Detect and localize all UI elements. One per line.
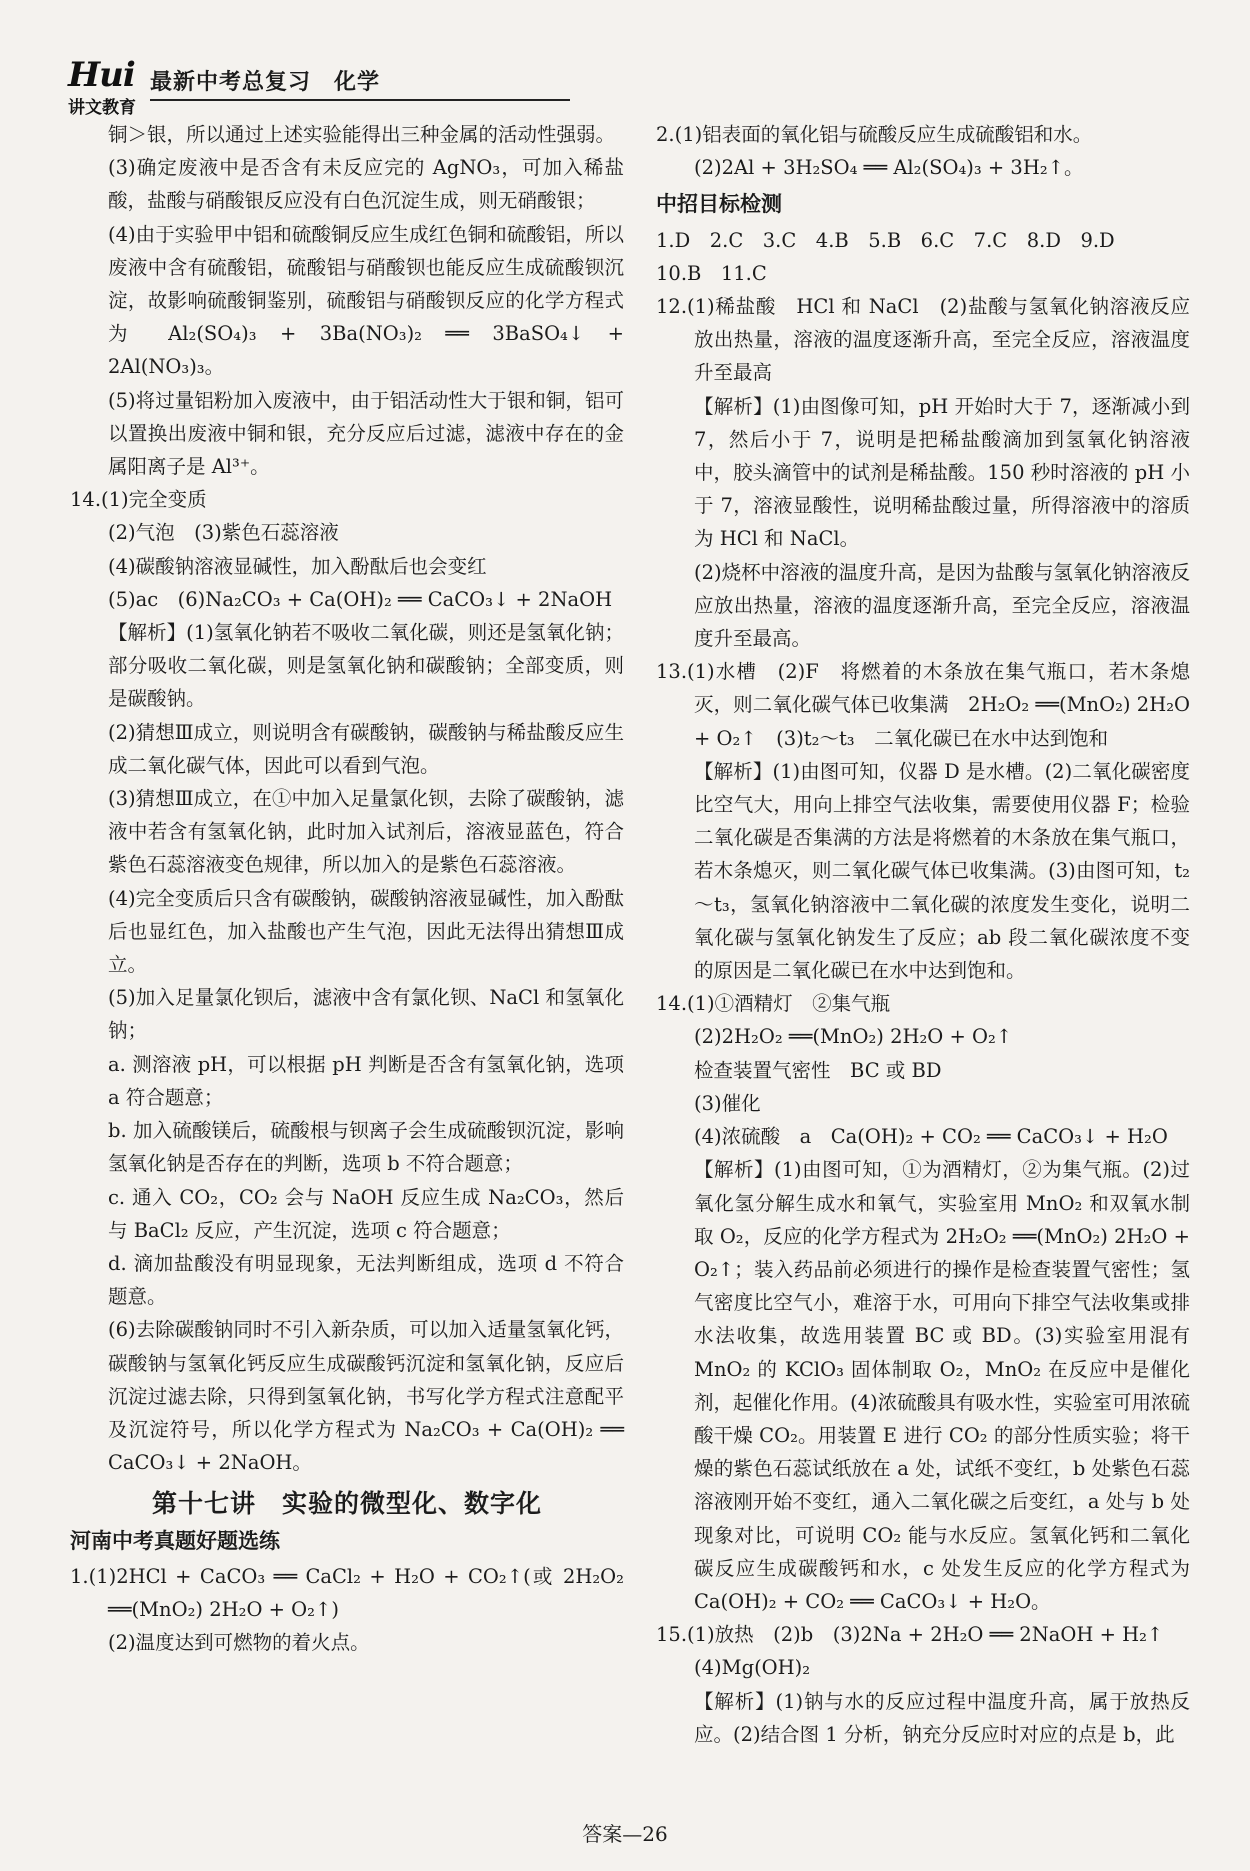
answer-paragraph: (6)去除碳酸钠同时不引入新杂质，可以加入适量氢氧化钙，碳酸钠与氢氧化钙反应生成碳酸钙沉淀和氢氧化钠，反应后沉淀过滤去除，只得到氢氧化钠，书写化学方程式注意配平及沉淀符号，所以化学方程式为 Na₂CO₃ + Ca(OH)₂ ══ CaCO₃↓ + 2NaOH。	[108, 1318, 624, 1475]
answer-paragraph: (3)确定废液中是否含有未反应完的 AgNO₃，可加入稀盐酸，盐酸与硝酸银反应没有白色沉淀生成，则无硝酸银；	[108, 156, 624, 213]
publisher-logo: Hui	[68, 55, 135, 95]
answer-paragraph: (3)猜想Ⅲ成立，在①中加入足量氯化钡，去除了碳酸钠，滤液中若含有氢氧化钠，此时加入试剂后，溶液显蓝色，符合紫色石蕊溶液变色规律，所以加入的是紫色石蕊溶液。	[108, 787, 624, 877]
answer-paragraph: (2)2Al + 3H₂SO₄ ══ Al₂(SO₄)₃ + 3H₂↑。	[694, 156, 1084, 180]
answer-paragraph: 12.(1)稀盐酸 HCl 和 NaCl (2)盐酸与氢氧化钠溶液反应放出热量，溶液的温度逐渐升高，至完全反应，溶液温度升至最高	[656, 295, 1190, 385]
page-header	[68, 55, 588, 118]
answer-paragraph: 【解析】(1)氢氧化钠若不吸收二氧化碳，则还是氢氧化钠；部分吸收二氧化碳，则是氢氧化钠和碳酸钠；全部变质，则是碳酸钠。	[108, 621, 624, 711]
answer-paragraph: 【解析】(1)钠与水的反应过程中温度升高，属于放热反应。(2)结合图 1 分析，钠充分反应时对应的点是 b，此	[694, 1689, 1190, 1746]
answer-paragraph: 【解析】(1)由图像可知，pH 开始时大于 7，逐渐减小到 7，然后小于 7，说明是把稀盐酸滴加到氢氧化钠溶液中，胶头滴管中的试剂是稀盐酸。150 秒时溶液的 pH 小于 7，溶液显酸性，说明稀盐酸过量，所得溶液中的溶质为 HCl 和 NaCl。	[694, 394, 1190, 551]
answer-paragraph: 10.B 11.C	[656, 261, 767, 285]
answer-paragraph: (5)ac (6)Na₂CO₃ + Ca(OH)₂ ══ CaCO₃↓ + 2NaOH	[108, 587, 613, 611]
answer-paragraph: 13.(1)水槽 (2)F 将燃着的木条放在集气瓶口，若木条熄灭，则二氧化碳气体已收集满 2H₂O₂ ══(MnO₂) 2H₂O + O₂↑ (3)t₂～t₃ 二氧化碳已在水中达到饱和	[656, 660, 1190, 750]
answer-paragraph: (3)催化	[694, 1091, 761, 1115]
answer-paragraph: b. 加入硫酸镁后，硫酸根与钡离子会生成硫酸钡沉淀，影响氢氧化钠是否存在的判断，选项 b 不符合题意；	[108, 1119, 624, 1176]
answer-paragraph: (4)完全变质后只含有碳酸钠，碳酸钠溶液显碱性，加入酚酞后也显红色，加入盐酸也产生气泡，因此无法得出猜想Ⅲ成立。	[108, 886, 624, 977]
answer-paragraph: (2)猜想Ⅲ成立，则说明含有碳酸钠，碳酸钠与稀盐酸反应生成二氧化碳气体，因此可以看到气泡。	[108, 720, 624, 777]
answer-paragraph: (4)碳酸钠溶液显碱性，加入酚酞后也会变红	[108, 554, 487, 578]
answer-paragraph: (2)2H₂O₂ ══(MnO₂) 2H₂O + O₂↑	[694, 1025, 1013, 1049]
publisher-name: 讲文教育	[68, 98, 136, 118]
right-column	[656, 118, 1190, 1751]
answer-paragraph: 14.(1)①酒精灯 ②集气瓶	[656, 992, 891, 1016]
section-heading: 河南中考真题好题选练	[70, 1528, 280, 1553]
section-heading: 中招目标检测	[656, 192, 782, 217]
answer-paragraph: c. 通入 CO₂，CO₂ 会与 NaOH 反应生成 Na₂CO₃，然后与 BaCl₂ 反应，产生沉淀，选项 c 符合题意；	[108, 1185, 624, 1242]
answer-paragraph: a. 测溶液 pH，可以根据 pH 判断是否含有氢氧化钠，选项 a 符合题意；	[108, 1052, 624, 1109]
answer-paragraph: 检查装置气密性 BC 或 BD	[694, 1058, 942, 1082]
answer-paragraph: (4)由于实验甲中铝和硫酸铜反应生成红色铜和硫酸铝，所以废液中含有硫酸铝，硫酸铝与硝酸钡也能反应生成硫酸钡沉淀，故影响硫酸铜鉴别，硫酸铝与硝酸钡反应的化学方程式为 Al₂(SO₄)₃ + 3Ba(NO₃)₂ ══ 3BaSO₄↓ + 2Al(NO₃)₃。	[108, 222, 624, 379]
page-number: 答案—26	[582, 1822, 668, 1846]
header-divider	[150, 99, 570, 101]
answer-paragraph: 2.(1)铝表面的氧化铝与硫酸反应生成硫酸铝和水。	[656, 123, 1093, 146]
answer-paragraph: (5)加入足量氯化钡后，滤液中含有氯化钡、NaCl 和氢氧化钠；	[108, 986, 624, 1043]
answer-paragraph: 铜＞银，所以通过上述实验能得出三种金属的活动性强弱。	[108, 123, 616, 146]
answer-paragraph: (4)Mg(OH)₂	[694, 1656, 811, 1680]
answer-paragraph: (4)浓硫酸 a Ca(OH)₂ + CO₂ ══ CaCO₃↓ + H₂O	[694, 1125, 1168, 1149]
lecture-title: 第十七讲 实验的微型化、数字化	[151, 1489, 542, 1519]
answer-paragraph: 【解析】(1)由图可知，①为酒精灯，②为集气瓶。(2)过氧化氢分解生成水和氧气，实验室用 MnO₂ 和双氧水制取 O₂，反应的化学方程式为 2H₂O₂ ══(MnO₂) 2H₂O + O₂↑；装入药品前必须进行的操作是检查装置气密性；氢气密度比空气小，难溶于水，可用向下排空气法收集或排水法收集，故选用装置 BC 或 BD。(3)实验室用混有 MnO₂ 的 KClO₃ 固体制取 O₂，MnO₂ 在反应中是催化剂，起催化作用。(4)浓硫酸具有吸水性，实验室可用浓硫酸干燥 CO₂。用装置 E 进行 CO₂ 的部分性质实验；将干燥的紫色石蕊试纸放在 a 处，试纸不变红，b 处紫色石蕊溶液刚开始不变红，通入二氧化碳之后变红，a 处与 b 处现象对比，可说明 CO₂ 能与水反应。氢氧化钙和二氧化碳反应生成碳酸钙和水，c 处发生反应的化学方程式为 Ca(OH)₂ + CO₂ ══ CaCO₃↓ + H₂O。	[694, 1158, 1190, 1613]
answer-paragraph: 15.(1)放热 (2)b (3)2Na + 2H₂O ══ 2NaOH + H₂↑	[656, 1623, 1164, 1647]
answer-paragraph: d. 滴加盐酸没有明显现象，无法判断组成，选项 d 不符合题意。	[108, 1251, 624, 1309]
answer-paragraph: (2)温度达到可燃物的着火点。	[108, 1631, 370, 1655]
answer-paragraph: (2)气泡 (3)紫色石蕊溶液	[108, 521, 339, 545]
answer-paragraph: 14.(1)完全变质	[70, 488, 207, 512]
answer-paragraph: 1.D 2.C 3.C 4.B 5.B 6.C 7.C 8.D 9.D	[656, 228, 1115, 252]
answer-paragraph: (5)将过量铝粉加入废液中，由于铝活动性大于银和铜，铝可以置换出废液中铜和银，充分反应后过滤，滤液中存在的金属阳离子是 Al³⁺。	[108, 388, 624, 479]
left-column	[70, 118, 624, 1659]
answer-paragraph: (2)烧杯中溶液的温度升高，是因为盐酸与氢氧化钠溶液反应放出热量，溶液的温度逐渐升高，至完全反应，溶液温度升至最高。	[694, 560, 1190, 651]
answer-paragraph: 1.(1)2HCl + CaCO₃ ══ CaCl₂ + H₂O + CO₂↑(或 2H₂O₂ ══(MnO₂) 2H₂O + O₂↑)	[70, 1564, 624, 1621]
book-title: 最新中考总复习 化学	[150, 70, 381, 95]
answer-paragraph: 【解析】(1)由图可知，仪器 D 是水槽。(2)二氧化碳密度比空气大，用向上排空气法收集，需要使用仪器 F；检验二氧化碳是否集满的方法是将燃着的木条放在集气瓶口，若木条熄灭，则二氧化碳气体已收集满。(3)由图可知，t₂～t₃，氢氧化钠溶液中二氧化碳的浓度发生变化，说明二氧化碳与氢氧化钠发生了反应；ab 段二氧化碳浓度不变的原因是二氧化碳已在水中达到饱和。	[694, 759, 1190, 983]
